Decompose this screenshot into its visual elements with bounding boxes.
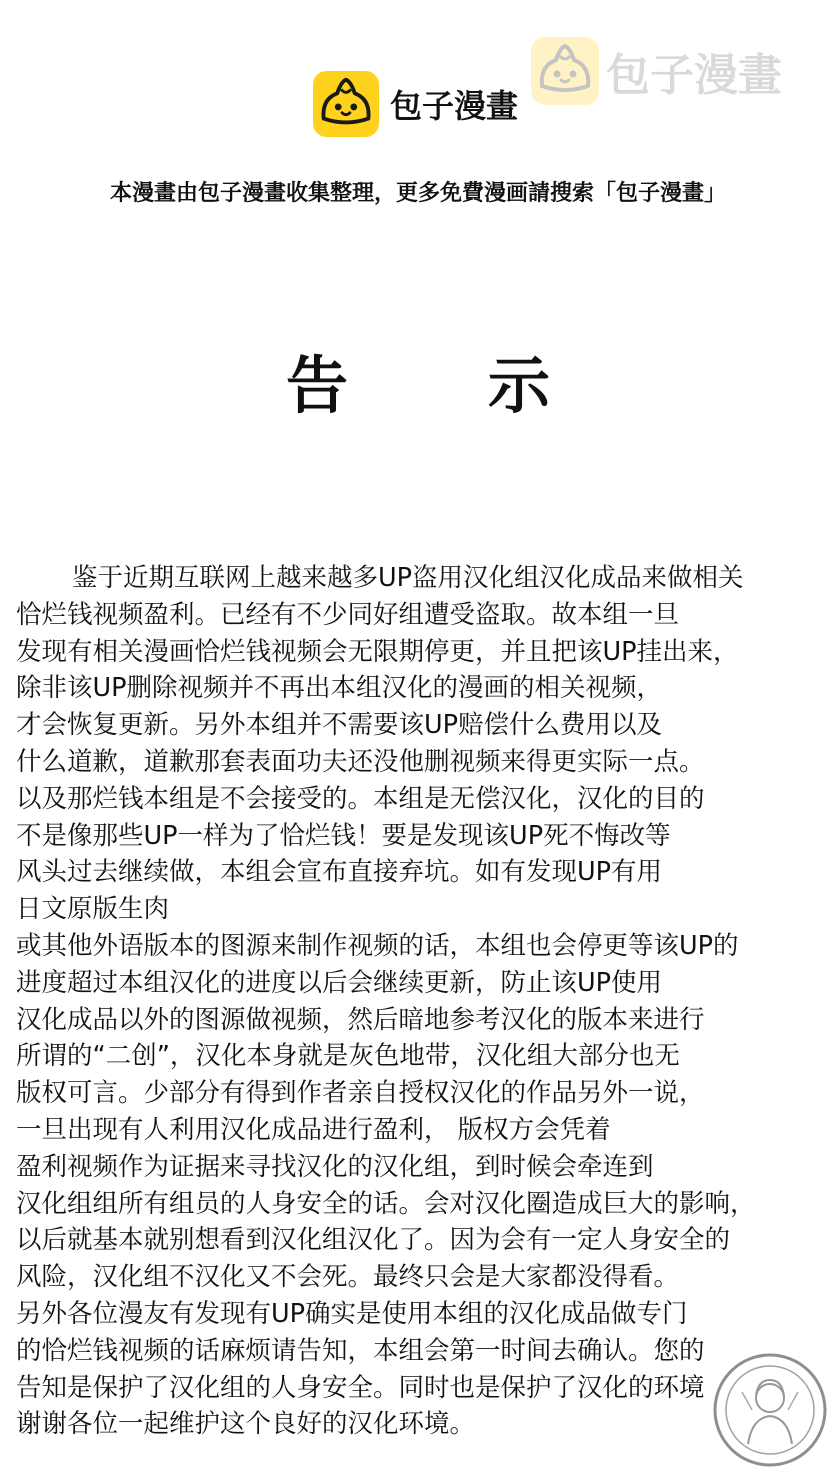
- body-line: 风险，汉化组不汉化又不会死。最终只会是大家都没得看。: [16, 1262, 680, 1293]
- body-line: 汉化组组所有组员的人身安全的话。会对汉化圈造成巨大的影响，: [16, 1188, 756, 1219]
- body-line: 所谓的“二创”，汉化本身就是灰色地带，汉化组大部分也无: [16, 1041, 680, 1072]
- source-notice: 本漫畫由包子漫畫收集整理，更多免費漫画請搜索「包子漫畫」: [109, 181, 726, 206]
- body-line: 风头过去继续做，本组会宣布直接弃坑。如有发现UP有用: [16, 857, 663, 888]
- page-title: 告示: [285, 349, 690, 422]
- notice-body: [16, 560, 832, 1443]
- body-line: 以后就基本就别想看到汉化组汉化了。因为会有一定人身安全的: [16, 1225, 731, 1256]
- body-line: 什么道歉，道歉那套表面功夫还没他删视频来得更实际一点。: [16, 746, 705, 777]
- body-line: 恰烂钱视频盈利。已经有不少同好组遭受盗取。故本组一旦: [16, 599, 680, 630]
- body-line: 不是像那些UP一样为了恰烂钱！要是发现该UP死不悔改等: [16, 820, 671, 851]
- body-line: 一旦出现有人利用汉化成品进行盈利， 版权方会凭着: [16, 1114, 611, 1145]
- body-line: 谢谢各位一起维护这个良好的汉化环境。: [16, 1409, 476, 1440]
- body-line: 版权可言。少部分有得到作者亲自授权汉化的作品另外一说，: [16, 1078, 705, 1109]
- body-line: 才会恢复更新。另外本组并不需要该UP赔偿什么费用以及: [16, 710, 663, 741]
- logo-text: 包子漫畫: [390, 87, 519, 125]
- body-line: 告知是保护了汉化组的人身安全。同时也是保护了汉化的环境: [16, 1372, 705, 1403]
- body-line: 鉴于近期互联网上越来越多UP盗用汉化组汉化成品来做相关: [72, 563, 744, 593]
- body-line: 以及那烂钱本组是不会接受的。本组是无偿汉化，汉化的目的: [16, 783, 705, 814]
- site-logo: [312, 70, 518, 138]
- bun-logo-icon: [312, 70, 380, 138]
- body-line: 或其他外语版本的图源来制作视频的话，本组也会停更等该UP的: [16, 930, 739, 961]
- body-line: 除非该UP删除视频并不再出本组汉化的漫画的相关视频，: [16, 673, 663, 704]
- body-line: 的恰烂钱视频的话麻烦请告知，本组会第一时间去确认。您的: [16, 1335, 705, 1366]
- watermark-logo: [530, 36, 782, 106]
- body-line: 日文原版生肉: [16, 894, 170, 925]
- body-line: 汉化成品以外的图源做视频，然后暗地参考汉化的版本来进行: [16, 1004, 705, 1035]
- watermark-logo-text: 包子漫畫: [606, 50, 782, 101]
- group-stamp-icon: [712, 1352, 828, 1468]
- body-line: 发现有相关漫画恰烂钱视频会无限期停更，并且把该UP挂出来，: [16, 636, 739, 667]
- body-line: 盈利视频作为证据来寻找汉化的汉化组，到时候会牵连到: [16, 1151, 654, 1182]
- bun-logo-icon: [530, 36, 600, 106]
- body-line: 进度超过本组汉化的进度以后会继续更新，防止该UP使用: [16, 967, 663, 998]
- body-line: 另外各位漫友有发现有UP确实是使用本组的汉化成品做专门: [16, 1298, 688, 1329]
